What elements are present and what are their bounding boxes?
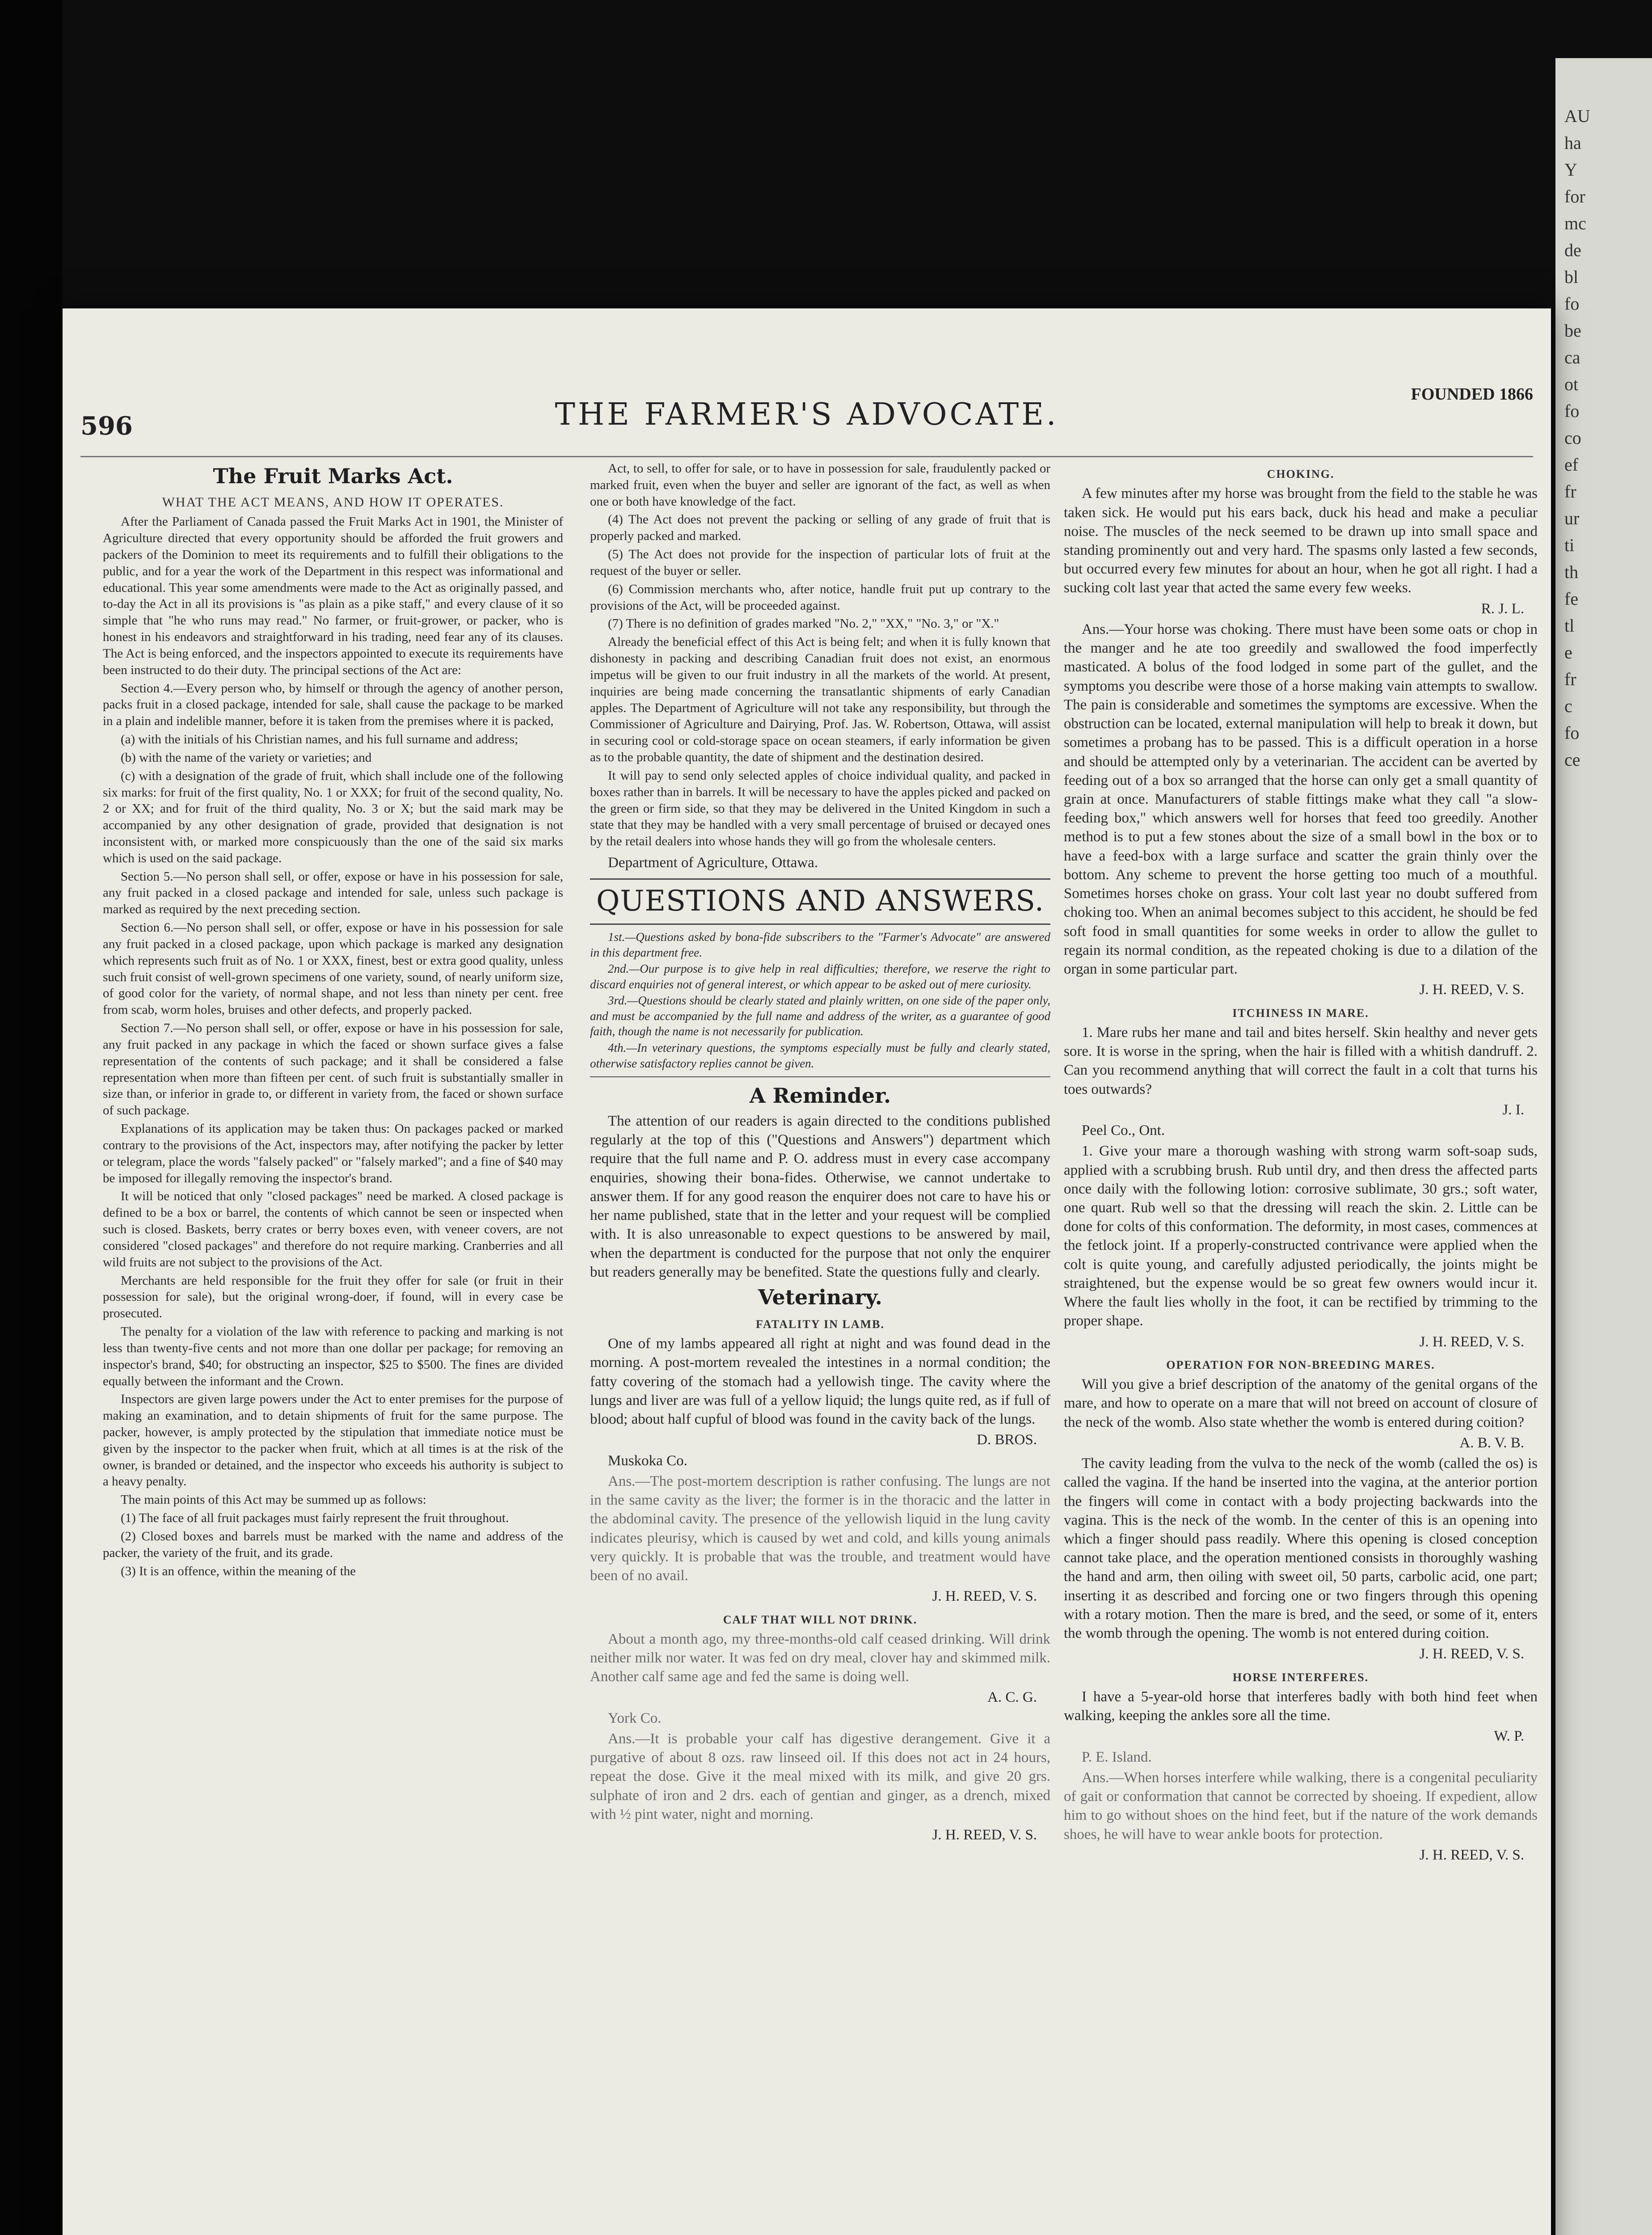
question-title-fatality: FATALITY IN LAMB. <box>756 1317 885 1331</box>
fragment-text: ha <box>1564 133 1581 153</box>
paragraph: (c) with a designation of the grade of fruit, which shall include one of the following six marks: for fruit of the first quality, No. 1 or XXX; for fruit of the second quality, No. 2 or XX; and for fruit of the third quality, No. 3 or X; but the said mark may be accompanied by any other designation of grade, provided that designation is not inconsistent with, or marked more conspicuously than the one of the said six marks which is used on the said package. <box>103 768 563 865</box>
signature: R. J. L. <box>1481 600 1524 617</box>
place: P. E. Island. <box>1082 1749 1152 1765</box>
signature: J. H. REED, V. S. <box>932 1827 1037 1843</box>
question-title-calf: CALF THAT WILL NOT DRINK. <box>723 1613 918 1626</box>
signature: W. P. <box>1494 1728 1524 1745</box>
place: York Co. <box>608 1710 662 1726</box>
fragment-text: mc <box>1564 213 1586 233</box>
paragraph: It will pay to send only selected apples of choice individual quality, and packed in boxes rather than in barrels. It will be necessary to have the apples picked and packed on the green or firm side, so that they may be delivered in the United Kingdom in such a state that they may be handled with a very small percentage of bruised or decayed ones by the retail dealers into whose hands they will go from the wholesale centers. <box>590 768 1050 849</box>
adjacent-page-fragment <box>1555 58 1652 2235</box>
signature: J. I. <box>1502 1101 1524 1118</box>
paragraph: After the Parliament of Canada passed the Fruit Marks Act in 1901, the Minister of Agriculture directed that every opportunity should be afforded the fruit growers and packers of the Dominion to meet its requirements and to fulfill their obligations to the public, and for a year the work of the Department in this respect was informational and educational. This year some amendments were made to the Act as originally passed, and to-day the Act in all its provisions is "as plain as a pike staff," and every clause of it so simple that "he who runs may read." No farmer, or fruit-grower, or packer, who is honest in his endeavors and straightforward in his trading, need fear any of its clauses. The Act is being enforced, and the inspectors appointed to execute its requirements have been instructed to do their duty. The principal sections of the Act are: <box>103 514 563 677</box>
reminder-text: The attention of our readers is again directed to the conditions published regularly at the top of this ("Questions and Answers") department which require that the full name and P. O. address must in every case accompany enquiries, showing their bona-fides. Otherwise, we cannot undertake to answer them. If for any good reason the enquirer does not care to have his or her name published, state that in the letter and your request will be complied with. It is also unreasonable to expect questions to be answered by mail, when the department is conducted for the purpose that not only the enquirer but readers generally may be benefited. State the questions fully and clearly. <box>590 1113 1050 1280</box>
paragraph: 1st.—Questions asked by bona-fide subscribers to the "Farmer's Advocate" are answered in this department free. <box>590 930 1050 959</box>
paragraph: Inspectors are given large powers under the Act to enter premises for the purpose of making an examination, and to detain shipments of fruit for the same purpose. The packer, however, is amply protected by the stipulation that immediate notice must be given by the inspector to the packer when fruit, which at all times is at the risk of the owner, is branded or detained, and the inspector who exceeds his authority is subject to a heavy penalty. <box>103 1392 563 1489</box>
answer-text: Ans.—Your horse was choking. There must have been some oats or chop in the manger and he ate too greedily and swallowed the food imperfectly masticated. A bolus of the food lodged in some part of the gullet, and the symptoms you describe were those of a horse making vain attempts to swallow. The pain is considerable and sometimes the symptoms are excessive. When the obstruction can be located, external manipulation will help to break it down, but sometimes a probang has to be passed. This is a difficult operation in a horse and should be attempted only by a veterinarian. The accident can be averted by feeding out of a box so arranged that the horse can only get a small quantity of grain at once. Manufacturers of stable fittings make what they call "a slow-feeding box," which answers well for horses that feed too greedily. Another method is to put a few stones about the size of a small bowl in the box or to have a feed-box with a large surface and scatter the grain thinly over the bottom. Any scheme to prevent the horse getting too much of a mouthful. Sometimes horses choke on grass. Your colt last year no doubt suffered from choking too. When an animal becomes subject to this accident, he should be fed soft food in small quantities for some weeks in order to allow the gullet to regain its normal condition, as the repeated choking is due to a dilation of the organ in some particular part. <box>1064 621 1538 978</box>
fragment-text: ti <box>1564 535 1575 555</box>
fragment-text: c <box>1564 696 1572 716</box>
paragraph: 3rd.—Questions should be clearly stated and plainly written, on one side of the paper only, and must be accompanied by the full name and address of the writer, as a guarantee of good faith, though the name is not necessarily for publication. <box>590 994 1050 1038</box>
fragment-text: bl <box>1564 267 1579 287</box>
founded-note: FOUNDED 1866 <box>1411 385 1533 404</box>
answer-text: Ans.—It is probable your calf has digestive derangement. Give it a purgative of about 8 ozs. raw linseed oil. If this does not act in 24 hours, repeat the dose. Give it the meal mixed with its milk, and give 20 grs. sulphate of iron and 2 drs. each of gentian and ginger, as a drench, mixed with ½ pint water, night and morning. <box>590 1730 1050 1822</box>
signature: D. BROS. <box>977 1432 1037 1448</box>
qa-rules <box>590 929 1050 1071</box>
paragraph: (1) The face of all fruit packages must fairly represent the fruit throughout. <box>121 1511 509 1526</box>
signature: J. H. REED, V. S. <box>932 1588 1037 1605</box>
answer-text: The cavity leading from the vulva to the neck of the womb (called the os) is called the vagina. If the hand be inserted into the vagina, at the anterior portion the fingers will come in contact with a body projecting backwards into the vagina. This is the neck of the womb. In the center of this is an opening into which a finger should pass readily. Where this opening is closed conception cannot take place, and the operation mentioned consists in thoroughly washing the hand and arm, then oiling with sweet oil, 50 parts, carbolic acid, one part; inserting it as described and forcing one or two fingers through this opening with a rotary motion. Then the mare is bred, and the seed, or some of it, enters the womb through the opening. The womb is not entered during coition. <box>1064 1455 1538 1642</box>
fragment-text: e <box>1564 642 1572 662</box>
answer-text: Ans.—The post-mortem description is rather confusing. The lungs are not in the same cavity as the liver; the former is in the thoracic and the latter in the abdominal cavity. The presence of the yellowish liquid in the lung cavity indicates pleurisy, which is caused by wet and cold, and kills young animals very quickly. It is probable that was the trouble, and treatment would have been of no avail. <box>590 1473 1050 1584</box>
question-text: I have a 5-year-old horse that interferes badly with both hind feet when walking, keeping the ankles sore all the time. <box>1064 1688 1538 1724</box>
paragraph: Merchants are held responsible for the fruit they offer for sale (or fruit in their possession for sale), but the original wrong-doer, if found, will in every case be prosecuted. <box>103 1273 563 1321</box>
fragment-text: co <box>1564 428 1581 448</box>
header-rule <box>80 456 1533 457</box>
fragment-text: ot <box>1564 374 1579 394</box>
paragraph: The main points of this Act may be summed up as follows: <box>121 1493 426 1507</box>
place: Muskoka Co. <box>608 1452 687 1469</box>
signature: A. B. V. B. <box>1459 1434 1524 1451</box>
paragraph: (4) The Act does not prevent the packing or selling of any grade of fruit that is properly packed and marked. <box>590 512 1050 544</box>
question-title-breeding: OPERATION FOR NON-BREEDING MARES. <box>1166 1358 1435 1371</box>
paragraph: Section 5.—No person shall sell, or offer, expose or have in his possession for sale, any fruit packed in a closed package and intended for sale, unless such package is marked as required by the next preceding section. <box>103 869 563 917</box>
department-signature: Department of Agriculture, Ottawa. <box>608 855 818 871</box>
signature: J. H. REED, V. S. <box>1419 1333 1524 1350</box>
scan-left-edge <box>0 0 63 2235</box>
paragraph: (7) There is no definition of grades marked "No. 2," "XX," "No. 3," or "X." <box>608 616 999 631</box>
signature: J. H. REED, V. S. <box>1419 1847 1524 1863</box>
fragment-text: for <box>1564 186 1585 207</box>
answer-text: Ans.—When horses interfere while walking, there is a congenital peculiarity of gait or conformation that cannot be corrected by shoeing. If expedient, allow him to go without shoes on the hind feet, but if the nature of the work demands shoes, he will have to wear ankle boots for protection. <box>1064 1769 1538 1843</box>
reminder-title: A Reminder. <box>749 1084 891 1108</box>
fragment-text: fr <box>1564 481 1576 502</box>
fragment-text: ce <box>1564 750 1580 770</box>
paragraph: Act, to sell, to offer for sale, or to have in possession for sale, fraudulently packed or marked fruit, even when the buyer and seller are ignorant of the fact, as well as when one or both have knowledge of the fact. <box>590 461 1050 509</box>
question-text: About a month ago, my three-months-old calf ceased drinking. Will drink neither milk nor water. It was fed on dry meal, clover hay and skimmed milk. Another calf same age and fed the same is doing well. <box>590 1631 1050 1685</box>
question-title-choking: CHOKING. <box>1267 468 1335 481</box>
question-text: 1. Mare rubs her mane and tail and bites herself. Skin healthy and never gets sore. It is worse in the spring, when the hair is filled with a whitish dandruff. 2. Can you recommend anything that will correct the fault in a colt that turns his toes outwards? <box>1064 1024 1538 1097</box>
fragment-text: AU <box>1564 106 1590 126</box>
paragraph: The penalty for a violation of the law with reference to packing and marking is not less than twenty-five cents and not more than one dollar per package; for removing an inspector's brand, $40; for obstructing an inspector, $25 to $500. The fines are divided equally between the informant and the Crown. <box>103 1324 563 1388</box>
paragraph: (b) with the name of the variety or varieties; and <box>121 750 372 765</box>
paragraph: Section 7.—No person shall sell, or offer, expose or have in his possession for sale, any fruit packed in any package in which the faced or shown surface gives a false representation of the contents of such package; and it shall be considered a false representation when more than fifteen per cent. of such fruit is substantially smaller in size than, or inferior in grade to, or different in variety from, the faced or shown surface of such package. <box>103 1021 563 1118</box>
paragraph: Already the beneficial effect of this Act is being felt; and when it is fully known that dishonesty in packing and describing Canadian fruit does not exist, an enormous impetus will be given to our fruit industry in all the markets of the world. At present, inquiries are being made concerning the transatlantic shipments of early Canadian apples. The Department of Agriculture will not take any responsibility, but through the Commissioner of Agriculture and Dairying, Prof. Jas. W. Robertson, Ottawa, will assist in securing cool or cold-storage space on ocean steamers, if early information be given as to the probable quantity, the date of shipment and the destination desired. <box>590 635 1050 765</box>
fragment-text: tl <box>1564 616 1575 636</box>
fragment-text: fo <box>1564 401 1580 421</box>
page-number: 596 <box>80 411 133 441</box>
fragment-text: ur <box>1564 508 1580 528</box>
place: Peel Co., Ont. <box>1082 1122 1165 1139</box>
column-1 <box>103 460 563 1581</box>
answer-text: 1. Give your mare a thorough washing with strong warm soft-soap suds, applied with a scrubbing brush. Rub until dry, and then dress the affected parts once daily with the following lotion: corrosive sublimate, 30 grs.; soft water, one quart. Rub well so that the dressing will reach the skin. 2. Little can be done for colts of this conformation. The deformity, in most cases, commences at the fetlock joint. If a properly-constructed contrivance were applied when the colt is quite young, and carefully adjusted periodically, the joints might be straightened, but the expense would be so great few owners would incur it. Where the fault lies wholly in the foot, it can be rectified by trimming to the proper shape. <box>1064 1143 1538 1329</box>
question-text: A few minutes after my horse was brought from the field to the stable he was taken sick. He would put his ears back, duck his head and make a peculiar noise. The muscles of the neck seemed to be drawn up into small space and standing prominently out and very hard. The spasms only lasted a few seconds, but occurred every few minutes for about an hour, when he got all right. I had a sucking colt last year that acted the same every few weeks. <box>1064 485 1538 596</box>
question-title-itchiness: ITCHINESS IN MARE. <box>1232 1006 1369 1020</box>
fragment-text: ca <box>1564 347 1580 367</box>
column-2 <box>590 460 1050 1846</box>
fragment-text: be <box>1564 320 1581 341</box>
article-title: The Fruit Marks Act. <box>213 464 453 488</box>
fragment-text: th <box>1564 562 1579 582</box>
paragraph: (3) It is an offence, within the meaning of the <box>121 1564 356 1578</box>
masthead: THE FARMER'S ADVOCATE. <box>555 397 1059 432</box>
question-text: Will you give a brief description of the anatomy of the genital organs of the mare, and how to operate on a mare that will not breed on account of closure of the neck of the womb. Also state whether the womb is entered during coition? <box>1064 1376 1538 1430</box>
paragraph: Explanations of its application may be taken thus: On packages packed or marked contrary to the provisions of the Act, inspectors may, after notifying the packer by letter or telegram, place the words "falsely packed" or "falsely marked"; and a fine of $40 may be imposed for illegally removing the inspector's brand. <box>103 1122 563 1185</box>
section-title-questions-answers: QUESTIONS AND ANSWERS. <box>590 878 1050 925</box>
paragraph: 4th.—In veterinary questions, the symptoms especially must be fully and clearly stated, otherwise satisfactory replies cannot be given. <box>590 1041 1050 1070</box>
signature: A. C. G. <box>987 1689 1037 1706</box>
article-body <box>103 514 563 1579</box>
paragraph: It will be noticed that only "closed packages" need be marked. A closed package is defined to be a box or barrel, the contents of which cannot be seen or inspected when such is closed. Baskets, berry crates or berry boxes even, with veneer covers, are not considered "closed packages" and therefore do not require marking. Cranberries and all wild fruits are not subject to the provisions of the Act. <box>103 1189 563 1269</box>
article-continuation <box>590 460 1050 850</box>
paragraph: (5) The Act does not provide for the inspection of particular lots of fruit at the request of the buyer or seller. <box>590 547 1050 578</box>
paragraph: Section 6.—No person shall sell, or offer, expose or have in his possession for sale any fruit packed in a closed package, upon which package is marked any designation which represents such fruit as of No. 1 or XXX, finest, best or extra good quality, unless such fruit consist of well-grown specimens of one variety, sound, of nearly uniform size, of good color for the variety, of normal shape, and not less than ninety per cent. free from scab, worm holes, bruises and other defects, and properly packed. <box>103 920 563 1017</box>
signature: J. H. REED, V. S. <box>1419 1646 1524 1662</box>
fragment-text: fo <box>1564 723 1580 743</box>
page-header <box>80 384 1533 456</box>
paragraph: (a) with the initials of his Christian names, and his full surname and address; <box>121 732 518 747</box>
paragraph: (6) Commission merchants who, after notice, handle fruit put up contrary to the provisions of the Act, will be proceeded against. <box>590 582 1050 613</box>
fragment-text: de <box>1564 240 1581 260</box>
fragment-text: ef <box>1564 455 1579 475</box>
question-text: One of my lambs appeared all right at night and was found dead in the morning. A post-mortem revealed the intestines in a normal condition; the fatty covering of the stomach had a yellowish tinge. The cavity where the lungs and liver are was full of a yellow liquid; the lungs quite red, as if full of blood; about half cupful of blood was found in the cavity back of the lungs. <box>590 1336 1050 1428</box>
fragment-text: Y <box>1564 160 1577 180</box>
column-3 <box>1064 460 1538 1866</box>
veterinary-title: Veterinary. <box>758 1285 882 1310</box>
signature: J. H. REED, V. S. <box>1419 982 1524 998</box>
paragraph: Section 4.—Every person who, by himself or through the agency of another person, packs fruit in a closed package, intended for sale, shall cause the package to be marked in a plain and indelible manner, before it is taken from the premises where it is packed, <box>103 681 563 729</box>
fragment-text: fo <box>1564 294 1580 314</box>
article-subtitle: WHAT THE ACT MEANS, AND HOW IT OPERATES. <box>162 494 504 510</box>
fragment-text: fr <box>1564 669 1576 689</box>
paragraph: 2nd.—Our purpose is to give help in real difficulties; therefore, we reserve the right to discard enquiries not of general interest, or which appear to be asked out of mere curiosity. <box>590 962 1050 991</box>
fragment-text: fe <box>1564 589 1579 609</box>
divider <box>590 1076 1050 1077</box>
question-title-horse: HORSE INTERFERES. <box>1232 1670 1369 1684</box>
paragraph: (2) Closed boxes and barrels must be marked with the name and address of the packer, the variety of the fruit, and its grade. <box>103 1529 563 1560</box>
newspaper-page <box>63 308 1551 2235</box>
